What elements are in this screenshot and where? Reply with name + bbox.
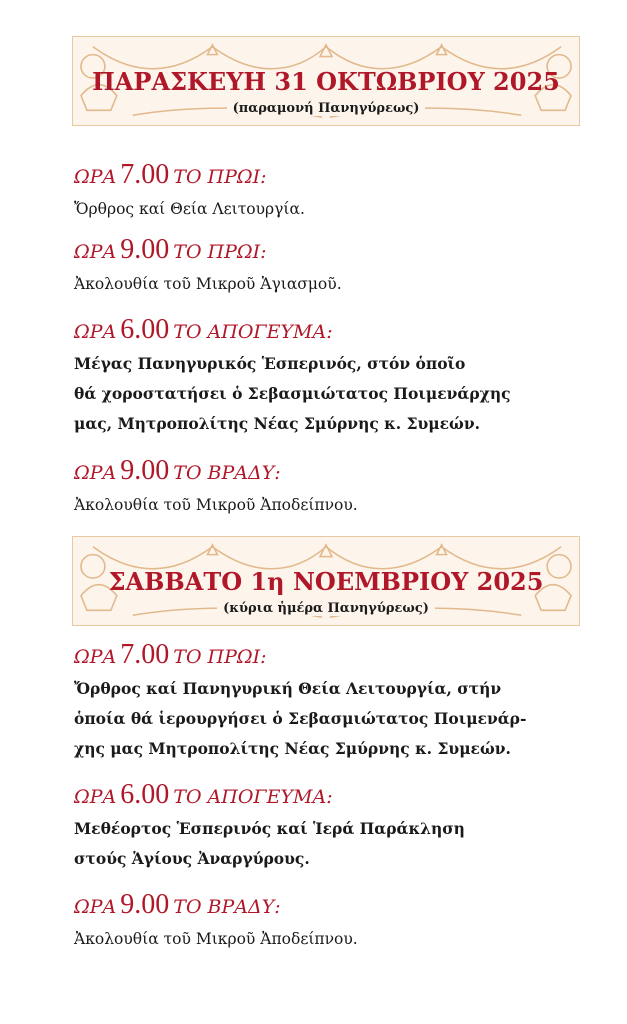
service-description: Μέγας Πανηγυρικός Ἑσπερινός, στόν ὁποῖο θά χοροστατήσει ὁ Σεβασμιώτατος Ποιμενάρχης μας, Μητροπολίτης Νέας Σμύρνης κ. Συμεών. bbox=[74, 354, 511, 433]
time-heading: ΩΡΑ 9.00 ΤΟ ΒΡΑΔΥ: bbox=[74, 889, 281, 920]
day-subtitle: (παραμονή Πανηγύρεως) bbox=[73, 101, 579, 116]
service-description: Ὄρθρος καί Θεία Λειτουργία. bbox=[74, 200, 305, 218]
schedule-entry bbox=[74, 780, 604, 874]
day-banner-friday bbox=[72, 36, 580, 126]
day-subtitle: (κύρια ἡμέρα Πανηγύρεως) bbox=[73, 601, 579, 616]
service-description: Ἀκολουθία τοῦ Μικροῦ Ἀποδείπνου. bbox=[74, 930, 358, 948]
time-heading: ΩΡΑ 9.00 ΤΟ ΒΡΑΔΥ: bbox=[74, 455, 281, 486]
schedule-entry bbox=[74, 315, 604, 439]
time-heading: ΩΡΑ 6.00 ΤΟ ΑΠΟΓΕΥΜΑ: bbox=[74, 314, 333, 345]
schedule-entry bbox=[74, 160, 604, 224]
time-heading: ΩΡΑ 6.00 ΤΟ ΑΠΟΓΕΥΜΑ: bbox=[74, 779, 333, 810]
schedule-entry bbox=[74, 890, 604, 954]
day-title: ΣΑΒΒΑΤΟ 1η ΝΟΕΜΒΡΙΟΥ 2025 bbox=[108, 567, 544, 596]
service-description: Μεθέορτος Ἑσπερινός καί Ἱερά Παράκληση στούς Ἁγίους Ἀναργύρους. bbox=[74, 819, 465, 868]
time-heading: ΩΡΑ 9.00 ΤΟ ΠΡΩΙ: bbox=[74, 234, 267, 265]
schedule-entry bbox=[74, 235, 604, 299]
schedule-entry bbox=[74, 456, 604, 520]
service-description: Ὄρθρος καί Πανηγυρική Θεία Λειτουργία, στήν ὁποία θά ἱερουργήσει ὁ Σεβασμιώτατος Ποιμενάρ- χης μας Μητροπολίτης Νέας Σμύρνης κ. Συμεών. bbox=[74, 679, 527, 758]
day-banner-saturday bbox=[72, 536, 580, 626]
time-heading: ΩΡΑ 7.00 ΤΟ ΠΡΩΙ: bbox=[74, 639, 267, 670]
schedule-entry bbox=[74, 640, 604, 764]
service-description: Ἀκολουθία τοῦ Μικροῦ Ἁγιασμοῦ. bbox=[74, 275, 342, 293]
service-description: Ἀκολουθία τοῦ Μικροῦ Ἀποδείπνου. bbox=[74, 496, 358, 514]
day-title: ΠΑΡΑΣΚΕΥΗ 31 ΟΚΤΩΒΡΙΟΥ 2025 bbox=[92, 67, 560, 96]
time-heading: ΩΡΑ 7.00 ΤΟ ΠΡΩΙ: bbox=[74, 159, 267, 190]
